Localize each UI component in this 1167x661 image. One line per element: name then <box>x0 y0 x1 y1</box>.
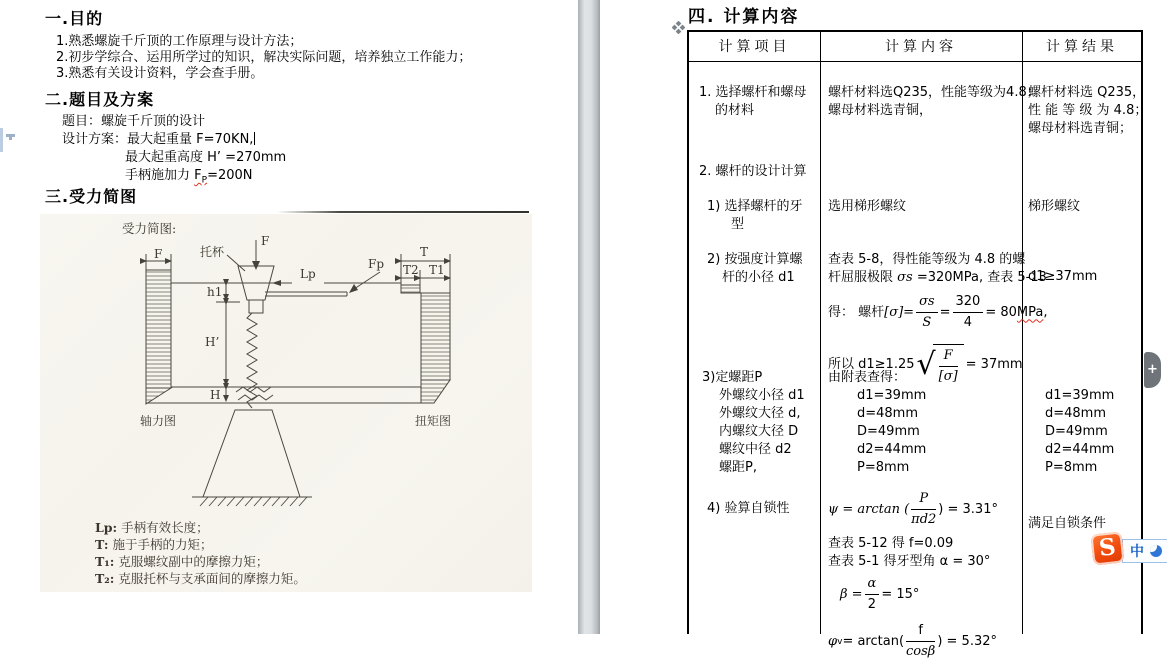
sigma-frac2-num: 320 <box>953 293 984 313</box>
row22-item <box>707 251 802 287</box>
row1-result-line2: 性 能 等 级 为 4.8； <box>1028 103 1148 118</box>
yield-limit-pre: 杆屈服极限 <box>828 270 898 285</box>
row21-result: 梯形螺纹 <box>1028 199 1081 214</box>
sogou-halfwidth-moon-icon[interactable] <box>1150 545 1162 557</box>
topic-line: 题目：螺旋千斤顶的设计 <box>62 114 206 129</box>
section-title-calculation: 四. 计算内容 <box>688 7 800 27</box>
text-cursor <box>254 132 255 145</box>
scan-artifact-line <box>277 211 529 213</box>
legend-t <box>95 536 306 553</box>
psi-formula-post: ) = 3.31° <box>938 501 998 517</box>
row23-item-3: 内螺纹大径 D <box>719 424 799 439</box>
row23-value-P: P=8mm <box>857 460 910 475</box>
row23-result-d: d=48mm <box>1045 406 1107 421</box>
beta-formula-pre: β = <box>840 586 863 602</box>
row1-item-line2: 的材料 <box>715 103 755 118</box>
row21-item-line2: 型 <box>731 217 745 232</box>
legend-t-desc: 施于手柄的力矩； <box>112 537 213 552</box>
sigma-formula-eq1: = <box>939 304 951 320</box>
page-gap <box>578 0 600 634</box>
row21-item-line1: 1) 选择螺杆的牙 <box>707 199 803 214</box>
row1-result-line1: 螺杆材料选 Q235， <box>1028 85 1146 100</box>
label-fp: Fp <box>368 257 385 271</box>
label-f-top: F <box>261 234 270 248</box>
handle-force-line <box>125 164 253 186</box>
row22-content-line1: 查表 5-8，得性能等级为 4.8 的螺 <box>828 252 1026 267</box>
row23-content-title: 由附表查得： <box>828 370 907 385</box>
row1-content <box>828 84 1040 120</box>
table-divider-1 <box>820 32 821 634</box>
legend-lp-term: Lp: <box>95 520 118 535</box>
row24-item: 4) 验算自锁性 <box>707 501 790 516</box>
sigma-frac1-den: S <box>922 315 932 330</box>
sigma-formula-pre: 得： 螺杆 <box>828 304 885 320</box>
sigma-formula <box>828 293 1048 332</box>
legend-t-term: T: <box>95 537 109 552</box>
row23-value-d1: d1=39mm <box>857 388 927 403</box>
sogou-chinese-mode-button[interactable]: 中 <box>1130 544 1144 560</box>
psi-formula-pre: ψ = arctan ( <box>828 501 910 517</box>
row23-item-4: 螺纹中径 d2 <box>719 442 792 457</box>
document-page-left[interactable] <box>0 0 578 634</box>
label-t2: T2 <box>403 263 419 277</box>
row1-result-line3: 螺母材料选青铜； <box>1028 121 1133 136</box>
row23-result-P: P=8mm <box>1045 460 1098 475</box>
legend-t1-term: T₁: <box>95 554 115 569</box>
row23-result-D: D=49mm <box>1045 424 1108 439</box>
section-title-topic: 二.题目及方案 <box>45 90 155 109</box>
sogou-status-bar[interactable] <box>1122 539 1167 563</box>
col-header-result: 计算结果 <box>1022 32 1142 62</box>
margin-marker-bar <box>0 128 3 152</box>
design-plan-line <box>62 128 255 147</box>
row22-result: d1≥37mm <box>1028 269 1098 284</box>
section-title-purpose: 一.目的 <box>45 9 104 28</box>
label-h1: h1 <box>207 285 223 299</box>
design-plan-text: 设计方案：最大起重量 F=70KN, <box>62 132 254 147</box>
legend-t2 <box>95 570 306 587</box>
row21-item <box>707 198 802 234</box>
row22-item-line2: 杆的小径 d1 <box>722 270 795 285</box>
mpa-unit-spellcheck: MPa <box>1016 304 1044 320</box>
phi-frac-num: f <box>906 622 935 642</box>
row24-result: 满足自锁条件 <box>1028 516 1107 531</box>
scroll-expand-button[interactable]: + <box>1144 352 1161 388</box>
col-header-content: 计算内容 <box>820 32 1022 62</box>
sigma-frac1-num: σs <box>916 293 938 313</box>
force-diagram-drawing <box>40 214 532 512</box>
sigma-frac2-den: 4 <box>963 315 973 330</box>
label-f-bar: F <box>154 247 163 261</box>
psi-formula <box>828 490 998 529</box>
label-hprime: H’ <box>205 335 220 349</box>
label-axial-diagram: 轴力图 <box>140 414 177 428</box>
row2-item: 2. 螺杆的设计计算 <box>699 164 807 179</box>
row23-item <box>702 369 805 477</box>
label-t: T <box>420 245 429 259</box>
phi-frac-den: cosβ <box>906 644 936 659</box>
force-symbol: F <box>194 168 202 183</box>
row23-value-d2: d2=44mm <box>857 442 927 457</box>
sigma-s-symbol: σs <box>897 270 913 285</box>
sqrt-frac-num: F <box>939 347 958 367</box>
psi-frac-den: πd2 <box>911 512 937 527</box>
sigma-formula-eq2: = 80 <box>985 304 1017 320</box>
beta-formula-post: = 15° <box>881 586 920 602</box>
section-title-force-diagram: 三.受力简图 <box>45 187 138 206</box>
table-move-handle-icon[interactable] <box>672 19 685 32</box>
row24-content <box>828 490 998 661</box>
figure-caption: 受力简图: <box>122 221 177 236</box>
purpose-item-3: 3.熟悉有关设计资料，学会查手册。 <box>56 66 264 81</box>
sogou-logo-icon[interactable]: S <box>1090 531 1124 565</box>
row23-item-2: 外螺纹大径 d, <box>719 406 801 421</box>
row23-result-d1: d1=39mm <box>1045 388 1115 403</box>
row23-item-1: 外螺纹小径 d1 <box>719 388 805 403</box>
row1-content-line2: 螺母材料选青铜， <box>828 103 933 118</box>
legend-lp-desc: 手柄有效长度； <box>121 520 209 535</box>
legend-t1-desc: 克服螺纹副中的摩擦力矩； <box>118 554 269 569</box>
yield-limit-post: =320MPa, 查表 5-13 <box>912 270 1047 285</box>
phi-symbol: φ <box>828 633 838 649</box>
row23-result <box>1045 387 1114 477</box>
beta-frac-den: 2 <box>867 597 877 612</box>
spellcheck-underline <box>194 168 208 186</box>
force-diagram-image <box>40 214 532 592</box>
handle-force-post: =200N <box>207 168 253 183</box>
handle-force-pre: 手柄施加力 <box>125 168 195 183</box>
sigma-formula-comma: , <box>1043 304 1048 320</box>
row1-item-line1: 1. 选择螺杆和螺母 <box>699 85 807 100</box>
row23-item-head: 3)定螺距P <box>702 370 763 385</box>
row23-item-5: 螺距P, <box>719 460 757 475</box>
label-t1: T1 <box>429 263 445 277</box>
purpose-item-2: 2.初步学综合、运用所学过的知识，解决实际问题，培养独立工作能力； <box>56 50 472 65</box>
phi-subscript: v <box>837 636 843 647</box>
beta-formula <box>840 575 998 614</box>
phi-formula-post: ) = 5.32° <box>937 633 997 649</box>
phi-formula <box>828 622 998 661</box>
row23-content <box>828 369 926 477</box>
label-h: H <box>210 388 221 402</box>
d1-formula-post: = 37mm <box>965 357 1023 372</box>
row23-value-d: d=48mm <box>857 406 919 421</box>
col-header-item: 计算项目 <box>689 32 820 62</box>
row21-content: 选用梯形螺纹 <box>828 199 907 214</box>
sqrt-frac-den: [σ] <box>938 369 958 384</box>
row1-result <box>1028 84 1147 138</box>
d1-formula-pre: 所以 d1≥1.25 <box>828 357 915 372</box>
label-tuobei: 托杯 <box>200 245 225 259</box>
sqrt-radical: √ $\frac{F}{[\sigma]}$ <box>917 344 964 386</box>
legend-lp <box>95 519 306 536</box>
beta-frac-num: α <box>865 575 880 595</box>
legend-t1 <box>95 553 306 570</box>
figure-legend <box>95 519 306 587</box>
purpose-item-1: 1.熟悉螺旋千斤顶的工作原理与设计方法； <box>56 34 303 49</box>
row22-content-line2 <box>828 269 1048 287</box>
label-lp: Lp <box>300 267 316 281</box>
row24-line2: 查表 5-12 得 f=0.09 <box>828 536 954 551</box>
row22-item-line1: 2) 按强度计算螺 <box>707 252 803 267</box>
sigma-formula-lhs: [σ]= <box>884 304 915 320</box>
row22-content <box>828 251 1048 386</box>
row1-item <box>699 84 807 120</box>
row23-value-D: D=49mm <box>857 424 920 439</box>
psi-frac-num: P <box>911 490 936 510</box>
row24-line3: 查表 5-1 得牙型角 α = 30° <box>828 554 991 569</box>
legend-t2-desc: 克服托杯与支承面间的摩擦力矩。 <box>118 571 306 586</box>
row23-result-d2: d2=44mm <box>1045 442 1115 457</box>
legend-t2-term: T₂: <box>95 571 115 586</box>
lift-height-line: 最大起重高度 H’ =270mm <box>125 150 287 165</box>
phi-formula-mid: = arctan( <box>842 633 905 649</box>
row1-content-line1: 螺杆材料选Q235，性能等级为4.8； <box>828 85 1040 100</box>
force-subscript: P <box>201 175 208 186</box>
margin-marker-icon[interactable] <box>6 134 15 137</box>
label-torque-diagram: 扭矩图 <box>415 414 452 428</box>
